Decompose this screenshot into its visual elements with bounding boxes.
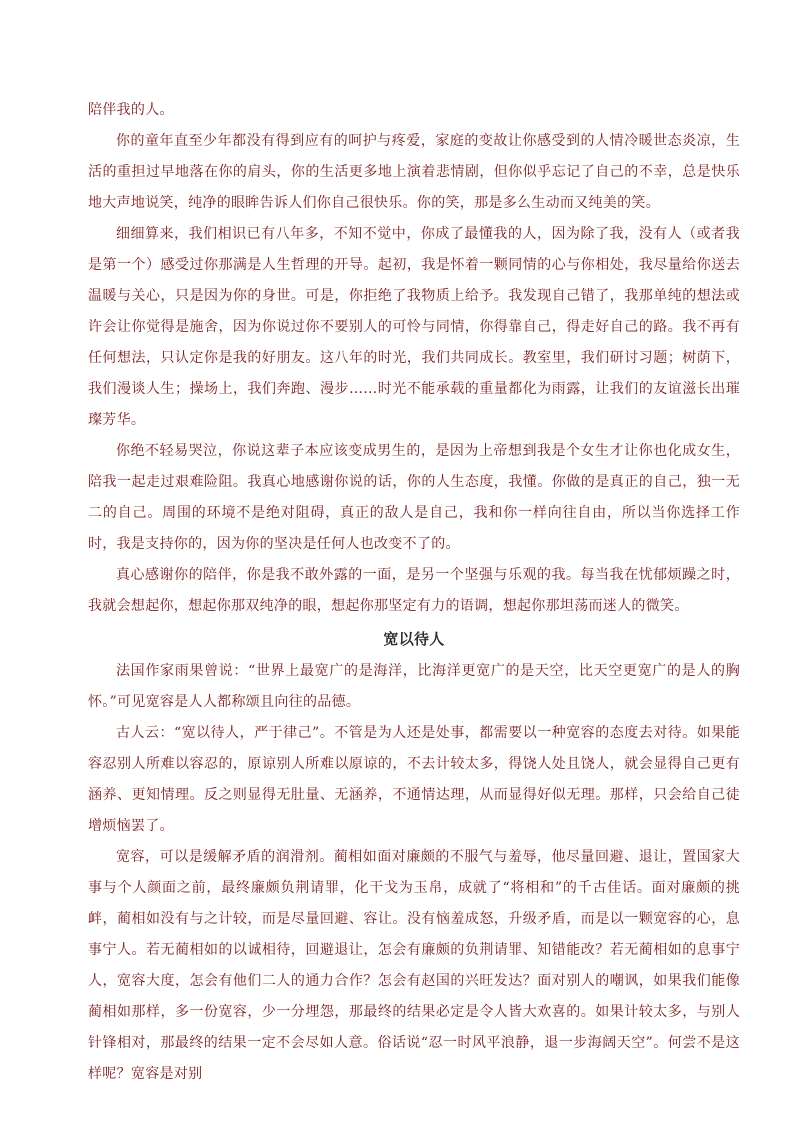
paragraph: 你的童年直至少年都没有得到应有的呵护与疼爱，家庭的变故让你感受到的人情冷暖世态炎凉，生活的重担过早地落在你的肩头，你的生活更多地上演着悲情剧，但你似乎忘记了自己的不幸，总是快乐地大声地说笑，纯净的眼眸告诉人们你自己很快乐。你的笑，那是多么生动而又纯美的笑。 [88,133,740,211]
essay-title: 宽以待人 [383,630,445,648]
document-body [88,95,740,1090]
paragraph: 古人云：“宽以待人，严于律己”。不管是为人还是处事，都需要以一种宽容的态度去对待。如果能容忍别人所难以容忍的，原谅别人所难以原谅的，不去计较太多，得饶人处且饶人，就会显得自己更有涵养、更知情理。反之则显得无肚量、无涵养，不通情达理，从而显得好似无理。那样，只会给自己徒增烦恼罢了。 [88,725,740,834]
paragraph: 宽容，可以是缓解矛盾的润滑剂。蔺相如面对廉颇的不服气与羞辱，他尽量回避、退让，置国家大事与个人颜面之前，最终廉颇负荆请罪，化干戈为玉帛，成就了“将相和”的千古佳话。面对廉颇的挑衅，蔺相如没有与之计较，而是尽量回避、容让。没有恼羞成怒，升级矛盾，而是以一颗宽容的心，息事宁人。若无蔺相如的以诚相待，回避退让，怎会有廉颇的负荆请罪、知错能改？若无蔺相如的息事宁人，宽容大度，怎会有他们二人的通力合作？怎会有赵国的兴旺发达？面对别人的嘲讽，如果我们能像蔺相如那样，多一份宽容，少一分埋怨，那最终的结果必定是令人皆大欢喜的。如果计较太多，与别人针锋相对，那最终的结果一定不会尽如人意。俗话说“忍一时风平浪静，退一步海阔天空”。何尝不是这样呢？宽容是对别 [88,849,740,1082]
paragraph: 法国作家雨果曾说：“世界上最宽广的是海洋，比海洋更宽广的是天空，比天空更宽广的是人的胸怀。”可见宽容是人人都称颂且向往的品德。 [88,663,740,710]
paragraph: 陪伴我的人。 [88,102,174,118]
paragraph: 真心感谢你的陪伴，你是我不敢外露的一面，是另一个坚强与乐观的我。每当我在忧郁烦躁之时，我就会想起你，想起你那双纯净的眼，想起你那坚定有力的语调，想起你那坦荡而迷人的微笑。 [88,567,740,614]
paragraph: 细细算来，我们相识已有八年多，不知不觉中，你成了最懂我的人，因为除了我，没有人（或者我是第一个）感受过你那满是人生哲理的开导。起初，我是怀着一颗同情的心与你相处，我尽量给你送去温暖与关心，只是因为你的身世。可是，你拒绝了我物质上给予。我发现自己错了，我那单纯的想法或许会让你觉得是施舍，因为你说过你不要别人的可怜与同情，你得靠自己，得走好自己的路。我不再有任何想法，只认定你是我的好朋友。这八年的时光，我们共同成长。教室里，我们研讨习题；树荫下，我们漫谈人生；操场上，我们奔跑、漫步……时光不能承载的重量都化为雨露，让我们的友谊滋长出璀璨芳华。 [88,226,740,428]
paragraph: 你绝不轻易哭泣，你说这辈子本应该变成男生的，是因为上帝想到我是个女生才让你也化成女生，陪我一起走过艰难险阻。我真心地感谢你说的话，你的人生态度，我懂。你做的是真正的自己，独一无二的自己。周围的环境不是绝对阻碍，真正的敌人是自己，我和你一样向往自由，所以当你选择工作时，我是支持你的，因为你的坚决是任何人也改变不了的。 [88,443,740,552]
